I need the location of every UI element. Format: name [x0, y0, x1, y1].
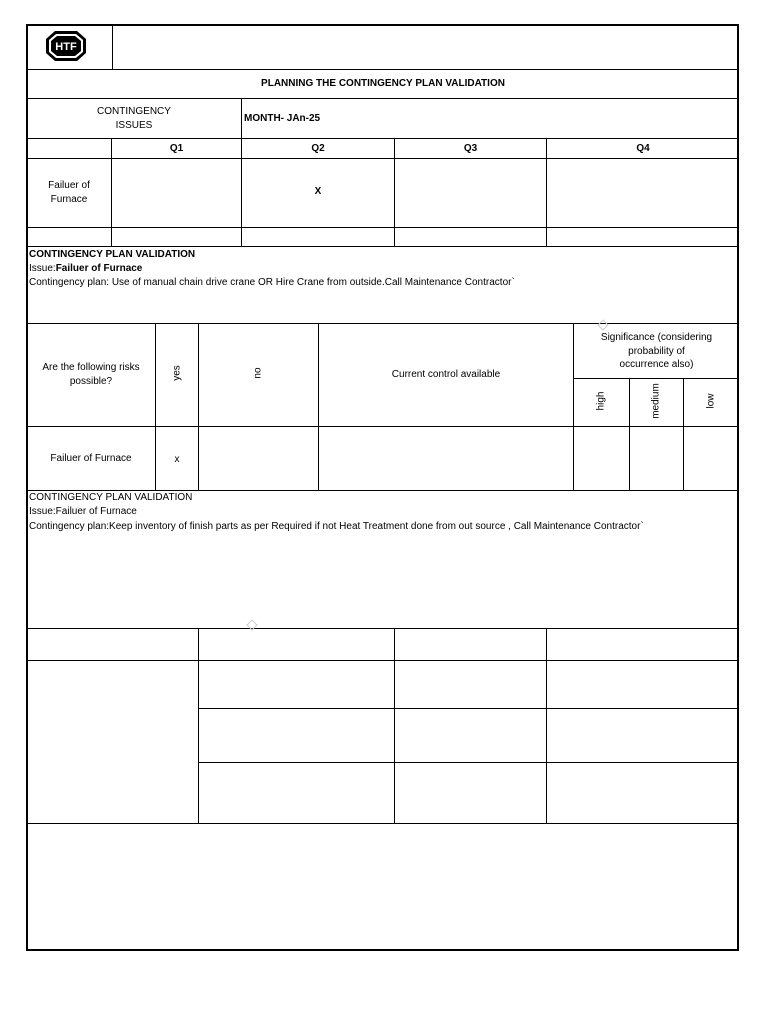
medium-header: medium	[650, 383, 662, 419]
issue-line2: Furnace	[50, 194, 88, 205]
validation2-heading: CONTINGENCY PLAN VALIDATION	[29, 492, 193, 503]
issue-line1: Failuer of	[48, 180, 90, 191]
form-frame	[26, 24, 739, 951]
validation1-heading: CONTINGENCY PLAN VALIDATION	[29, 249, 196, 260]
validation2-plan: Contingency plan:Keep inventory of finish parts as per Required if not Heat Treatment done from out source , Call Maintenance Contractor`	[29, 521, 644, 532]
significance-line2: probability of	[628, 346, 685, 357]
issues-label-line1: CONTINGENCY	[97, 106, 171, 117]
risk-row-yes: x	[174, 454, 180, 465]
validation1-issue: Issue:Failuer of Furnace	[29, 263, 143, 274]
significance-line1: Significance (considering	[600, 332, 713, 343]
svg-text:HTF: HTF	[55, 41, 77, 53]
month-label: MONTH- JAn-25	[244, 113, 321, 124]
high-header: high	[595, 391, 607, 411]
form-title: PLANNING THE CONTINGENCY PLAN VALIDATION	[261, 78, 505, 89]
control-header: Current control available	[391, 369, 501, 380]
issues-label-line2: ISSUES	[115, 120, 153, 131]
quarter-q4: Q4	[636, 143, 650, 154]
risk-row-label: Failuer of Furnace	[50, 453, 132, 464]
risk-question-line2: possible?	[69, 376, 113, 387]
validation1-plan: Contingency plan: Use of manual chain drive crane OR Hire Crane from outside.Call Maintenance Contractor`	[29, 277, 515, 288]
htf-logo	[45, 30, 87, 62]
q2-mark: X	[314, 186, 322, 197]
quarter-q3: Q3	[463, 143, 478, 154]
validation2-issue: Issue:Failuer of Furnace	[29, 506, 137, 517]
quarter-q2: Q2	[311, 143, 325, 154]
yes-header: yes	[171, 365, 183, 381]
risk-question-line1: Are the following risks	[42, 362, 140, 373]
low-header: low	[705, 393, 717, 409]
significance-line3: occurrence also)	[619, 359, 694, 370]
quarter-q1: Q1	[169, 143, 184, 154]
no-header: no	[252, 367, 264, 379]
